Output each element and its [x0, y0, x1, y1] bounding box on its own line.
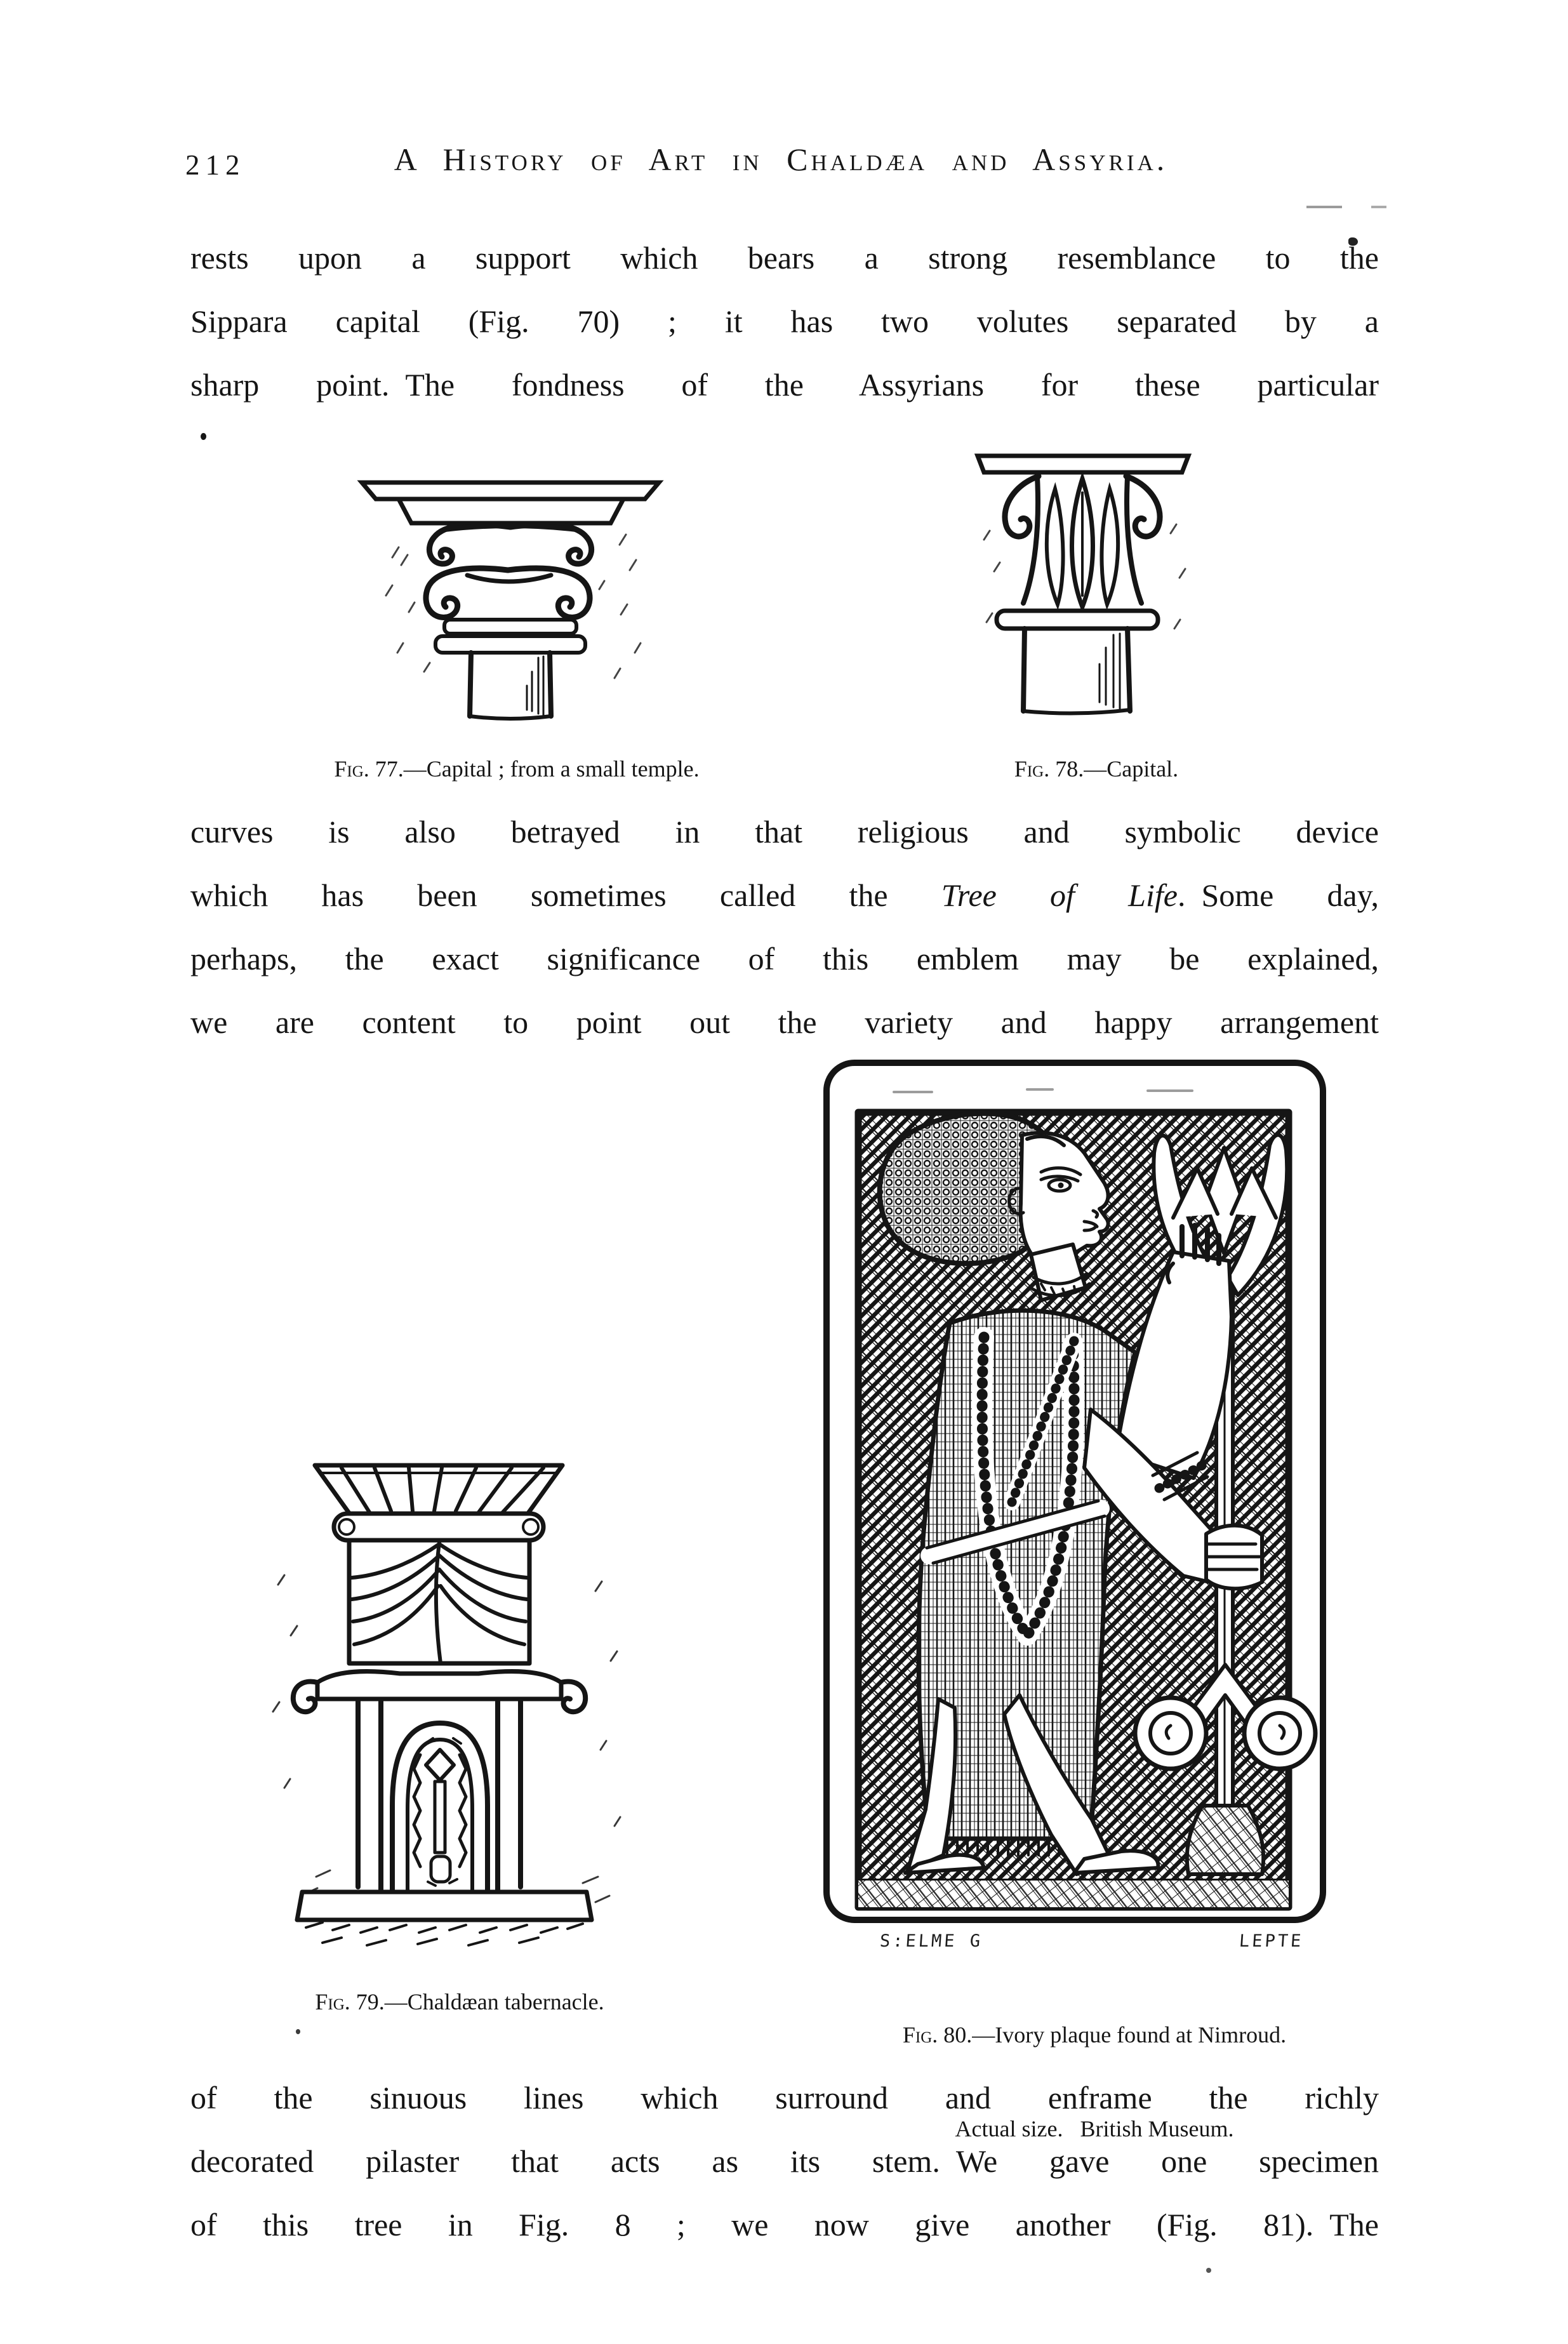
paragraph-3	[190, 2066, 1379, 2256]
text-line: decorated pilaster that acts as its stem. We gave one specimen	[190, 2143, 1379, 2179]
shaft-shading	[1100, 634, 1120, 709]
hatch-speckles	[386, 535, 641, 678]
fig79-caption: Fig. 79.—Chaldæan tabernacle.	[315, 1989, 604, 2014]
engraver-signature-left: S:ELME G	[879, 1931, 984, 1951]
fig80-caption-line1: Fig. 80.—Ivory plaque found at Nimroud.	[902, 2022, 1287, 2048]
paragraph-1	[190, 226, 1379, 416]
text-line: of the sinuous lines which surround and enframe the richly	[190, 2080, 1379, 2115]
scan-dash-mark	[1371, 206, 1386, 208]
fig77-engraving	[348, 462, 673, 721]
stray-dot	[1206, 2268, 1211, 2273]
text-line: of this tree in Fig. 8 ; we now give another (Fig. 81). The	[190, 2207, 1379, 2242]
text-line: Sippara capital (Fig. 70) ; it has two volutes separated by a	[190, 303, 1379, 339]
fig80-caption-line2: Actual size. British Museum.	[955, 2116, 1234, 2141]
stray-dot	[201, 433, 206, 440]
fig79-engraving	[240, 1445, 648, 1952]
text-line: which has been sometimes called the Tree of Life. Some day,	[190, 877, 1379, 913]
running-title: A History of Art in Chaldæa and Assyria.	[394, 142, 1168, 177]
fig77-caption: Fig. 77.—Capital ; from a small temple.	[334, 756, 700, 782]
fig80-engraving	[818, 1054, 1332, 1929]
text-line: sharp point. The fondness of the Assyrians for these particular	[190, 367, 1379, 403]
text-line: curves is also betrayed in that religious and symbolic device	[190, 814, 1379, 849]
text-line: perhaps, the exact significance of this emblem may be explained,	[190, 941, 1379, 976]
engraver-signature-right: LEPTE	[1238, 1931, 1305, 1951]
fig78-engraving	[961, 438, 1204, 717]
text-line: we are content to point out the variety and happy arrangement	[190, 1004, 1379, 1040]
shaft-shading	[527, 656, 543, 715]
paragraph-2	[190, 800, 1379, 1054]
ground-hatch	[306, 1922, 583, 1945]
stray-dot	[296, 2029, 300, 2034]
scan-dash-mark	[1306, 206, 1342, 208]
italic-phrase: Tree of Life	[941, 877, 1178, 913]
page-number: 212	[185, 149, 246, 181]
text-line: rests upon a support which bears a strong resemblance to the	[190, 240, 1379, 276]
fig78-caption: Fig. 78.—Capital.	[1014, 756, 1179, 782]
